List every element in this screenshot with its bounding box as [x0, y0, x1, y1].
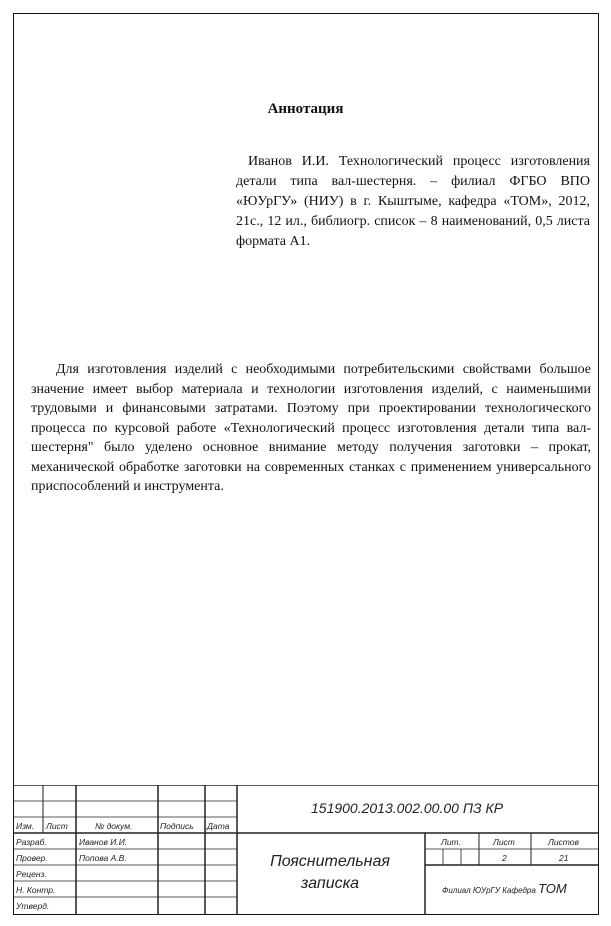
sheets-label: Листов [548, 837, 579, 847]
body-paragraph-block [31, 360, 591, 497]
document-code: 151900.2013.002.00.00 ПЗ КР [311, 800, 504, 816]
role-norm-control: Н. Контр. [16, 885, 56, 895]
annotation-summary-text: Иванов И.И. Технологический процесс изготовления детали типа вал-шестерня. – филиал ФГБО ВПО «ЮУрГУ» (НИУ) в г. Кыштыме, кафедра «ТОМ», 2012, 21с., 12 ил., библиогр. список – 8 наименований, 0,5 листа формата А1. [236, 154, 590, 249]
header-change: Изм. [16, 821, 35, 831]
header-date: Дата [207, 821, 230, 831]
sheet-value: 2 [502, 853, 507, 863]
role-checker: Провер. [16, 853, 48, 863]
organization-dept: ТОМ [538, 881, 567, 896]
page-title: Аннотация [267, 101, 344, 117]
annotation-summary [236, 152, 590, 252]
role-reviewer: Реценз. [16, 869, 47, 879]
title-block [13, 785, 599, 915]
organization-prefix: Филиал ЮУрГУ Кафедра [442, 886, 536, 895]
header-signature: Подпись [160, 821, 194, 831]
document-title [235, 851, 425, 895]
sheets-value: 21 [559, 853, 569, 863]
organization [442, 881, 567, 896]
header-doc-no: № докум. [95, 821, 133, 831]
sheet-label: Лист [493, 837, 515, 847]
body-paragraph: Для изготовления изделий с необходимыми потребительскими свойствами большое значение имеет выбор материала и технологии изготовления изделий, с наименьшими трудовыми и финансовыми затратами. Поэтому при проектировании технологического процесса по курсовой работе «Технологический процесс изготовления детали типа вал-шестерня" было уделено основное внимание методу получения заготовки – прокат, механической обработке заготовки на современных станках с применением универсального приспособлений и инструмента. [31, 362, 591, 494]
document-title-line1: Пояснительная [270, 853, 390, 870]
lit-label: Лит. [441, 837, 461, 847]
document-title-line2: записка [300, 875, 360, 892]
name-checker: Попова А.В. [79, 853, 127, 863]
role-approver: Утверд. [16, 901, 50, 911]
name-developer: Иванов И.И. [79, 837, 128, 847]
header-sheet: Лист [46, 821, 68, 831]
role-developer: Разраб. [16, 837, 47, 847]
